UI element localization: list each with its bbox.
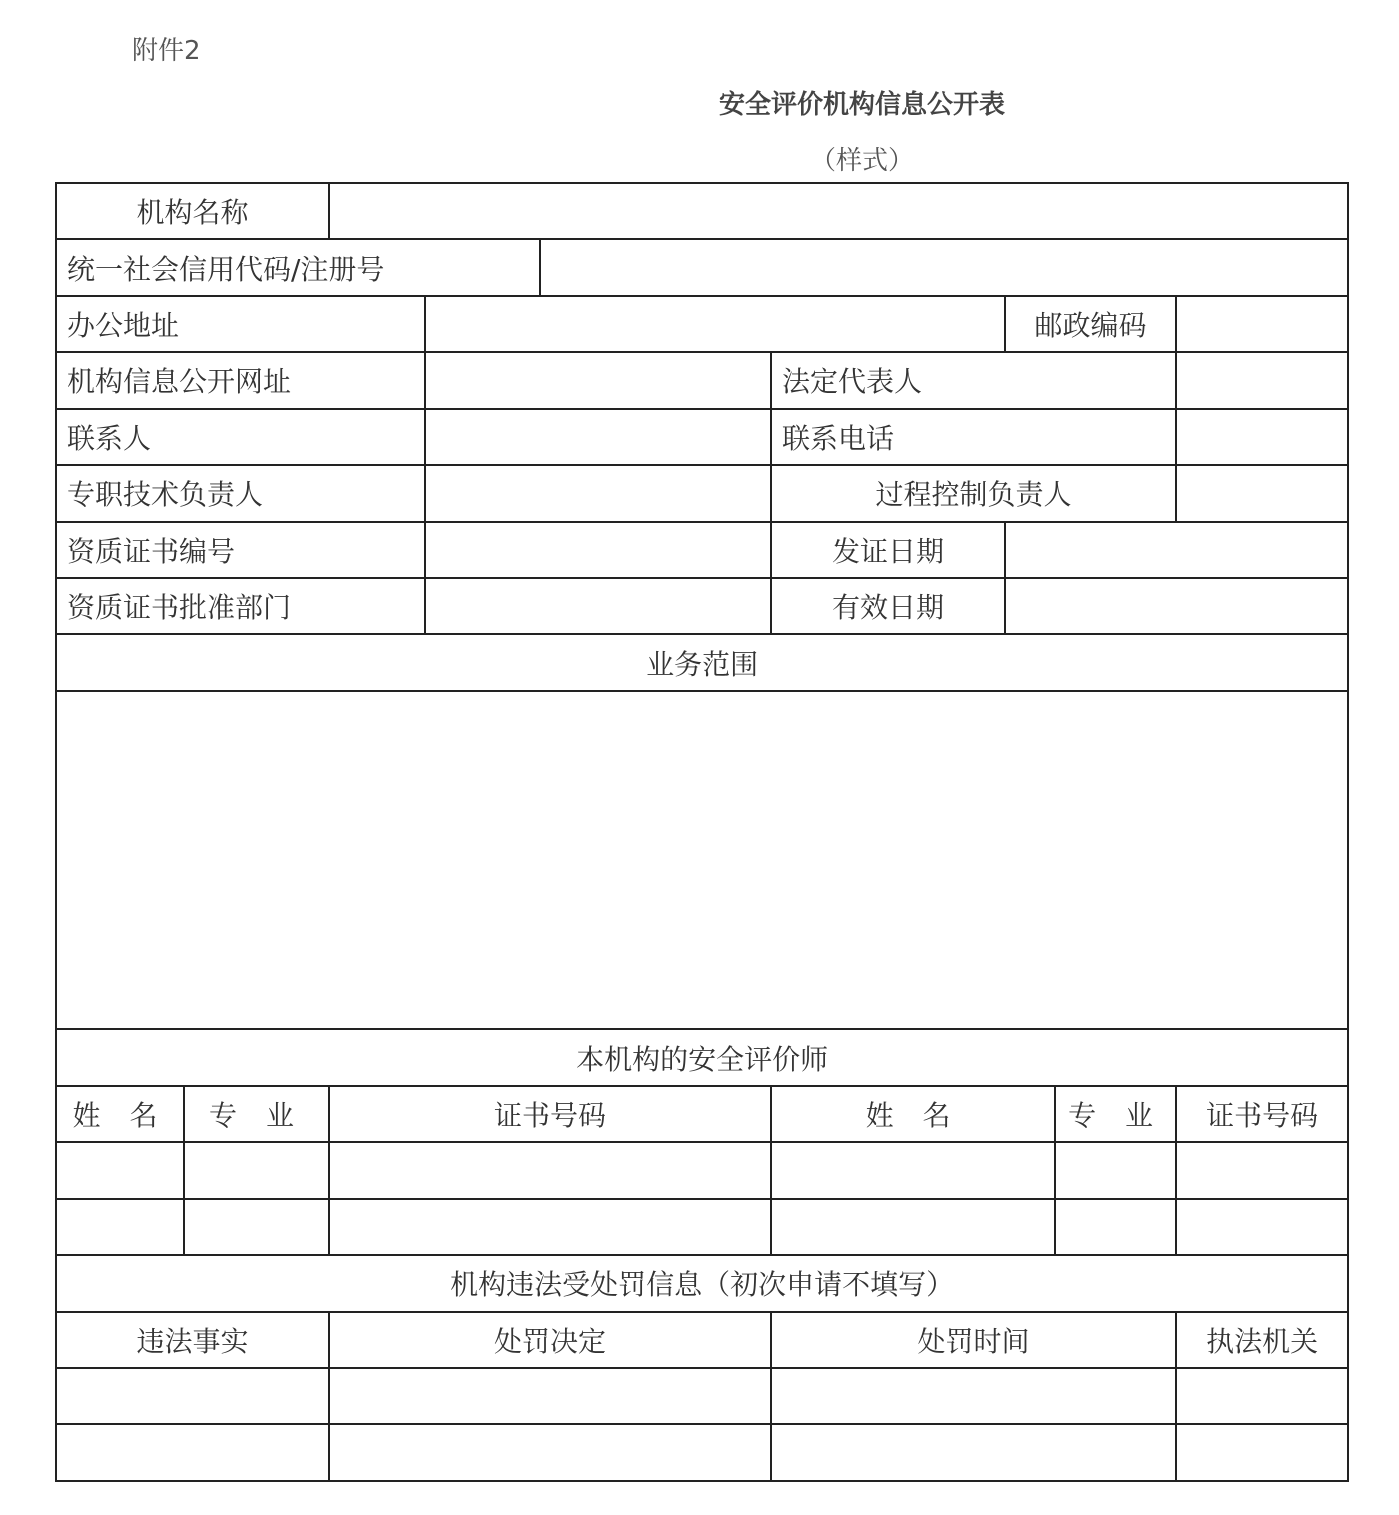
valid-date-label: 有效日期 <box>771 578 1005 634</box>
valid-date-field[interactable] <box>1005 578 1348 634</box>
evaluator-cell[interactable] <box>771 1142 1055 1198</box>
contact-phone-label: 联系电话 <box>771 409 1176 465</box>
evaluator-name-header-2: 姓 名 <box>771 1086 1055 1142</box>
evaluator-row <box>56 1142 1348 1198</box>
row-leads <box>56 465 1348 521</box>
penalty-cell[interactable] <box>1176 1368 1348 1424</box>
evaluator-cell[interactable] <box>771 1199 1055 1255</box>
evaluator-cert-header: 证书号码 <box>329 1086 771 1142</box>
tech-lead-label: 专职技术负责人 <box>56 465 425 521</box>
approval-dept-field[interactable] <box>425 578 771 634</box>
contact-person-label: 联系人 <box>56 409 425 465</box>
info-website-label: 机构信息公开网址 <box>56 352 425 408</box>
postal-code-label: 邮政编码 <box>1005 296 1176 352</box>
row-address <box>56 296 1348 352</box>
evaluator-row <box>56 1199 1348 1255</box>
penalty-cell[interactable] <box>329 1368 771 1424</box>
credit-code-label: 统一社会信用代码/注册号 <box>56 239 540 295</box>
row-business-scope-body <box>56 691 1348 1030</box>
row-credit-code <box>56 239 1348 295</box>
row-website <box>56 352 1348 408</box>
evaluator-cert-header-2: 证书号码 <box>1176 1086 1348 1142</box>
row-contact <box>56 409 1348 465</box>
legal-rep-field[interactable] <box>1176 352 1348 408</box>
legal-rep-label: 法定代表人 <box>771 352 1176 408</box>
process-lead-field[interactable] <box>1176 465 1348 521</box>
evaluator-cell[interactable] <box>184 1199 329 1255</box>
evaluator-cell[interactable] <box>1176 1142 1348 1198</box>
org-name-label: 机构名称 <box>56 183 329 239</box>
evaluator-cell[interactable] <box>56 1142 184 1198</box>
business-scope-label: 业务范围 <box>56 634 1348 690</box>
penalty-cell[interactable] <box>1176 1424 1348 1481</box>
penalty-row <box>56 1424 1348 1481</box>
row-approval <box>56 578 1348 634</box>
attachment-label: 附件2 <box>132 36 201 66</box>
evaluator-name-header: 姓 名 <box>56 1086 184 1142</box>
row-penalties-title <box>56 1255 1348 1311</box>
credit-code-field[interactable] <box>540 239 1348 295</box>
row-penalties-header <box>56 1312 1348 1368</box>
evaluator-cell[interactable] <box>1055 1142 1176 1198</box>
postal-code-field[interactable] <box>1176 296 1348 352</box>
document-subtitle: （样式） <box>809 146 914 176</box>
office-address-label: 办公地址 <box>56 296 425 352</box>
tech-lead-field[interactable] <box>425 465 771 521</box>
cert-number-field[interactable] <box>425 522 771 578</box>
info-website-field[interactable] <box>425 352 771 408</box>
issue-date-label: 发证日期 <box>771 522 1005 578</box>
row-evaluators-title <box>56 1029 1348 1085</box>
row-org-name <box>56 183 1348 239</box>
enforcement-agency-header: 执法机关 <box>1176 1312 1348 1368</box>
penalty-row <box>56 1368 1348 1424</box>
row-evaluators-header <box>56 1086 1348 1142</box>
evaluator-major-header-2: 专 业 <box>1055 1086 1176 1142</box>
penalty-decision-header: 处罚决定 <box>329 1312 771 1368</box>
evaluator-cell[interactable] <box>329 1199 771 1255</box>
evaluator-cell[interactable] <box>184 1142 329 1198</box>
contact-phone-field[interactable] <box>1176 409 1348 465</box>
row-business-scope-header <box>56 634 1348 690</box>
evaluator-major-header: 专 业 <box>184 1086 329 1142</box>
penalty-cell[interactable] <box>329 1424 771 1481</box>
business-scope-field[interactable] <box>56 691 1348 1030</box>
evaluator-cell[interactable] <box>1055 1199 1176 1255</box>
approval-dept-label: 资质证书批准部门 <box>56 578 425 634</box>
contact-person-field[interactable] <box>425 409 771 465</box>
violation-facts-header: 违法事实 <box>56 1312 329 1368</box>
row-cert-number <box>56 522 1348 578</box>
penalty-time-header: 处罚时间 <box>771 1312 1176 1368</box>
office-address-field[interactable] <box>425 296 1005 352</box>
document-title: 安全评价机构信息公开表 <box>718 90 1005 120</box>
evaluator-cell[interactable] <box>56 1199 184 1255</box>
evaluators-section-title: 本机构的安全评价师 <box>56 1029 1348 1085</box>
penalty-cell[interactable] <box>771 1424 1176 1481</box>
evaluator-cell[interactable] <box>329 1142 771 1198</box>
penalties-section-title: 机构违法受处罚信息（初次申请不填写） <box>56 1255 1348 1311</box>
cert-number-label: 资质证书编号 <box>56 522 425 578</box>
process-lead-label: 过程控制负责人 <box>771 465 1176 521</box>
issue-date-field[interactable] <box>1005 522 1348 578</box>
info-table <box>55 182 1349 1482</box>
evaluator-cell[interactable] <box>1176 1199 1348 1255</box>
penalty-cell[interactable] <box>56 1368 329 1424</box>
penalty-cell[interactable] <box>771 1368 1176 1424</box>
org-name-field[interactable] <box>329 183 1348 239</box>
penalty-cell[interactable] <box>56 1424 329 1481</box>
